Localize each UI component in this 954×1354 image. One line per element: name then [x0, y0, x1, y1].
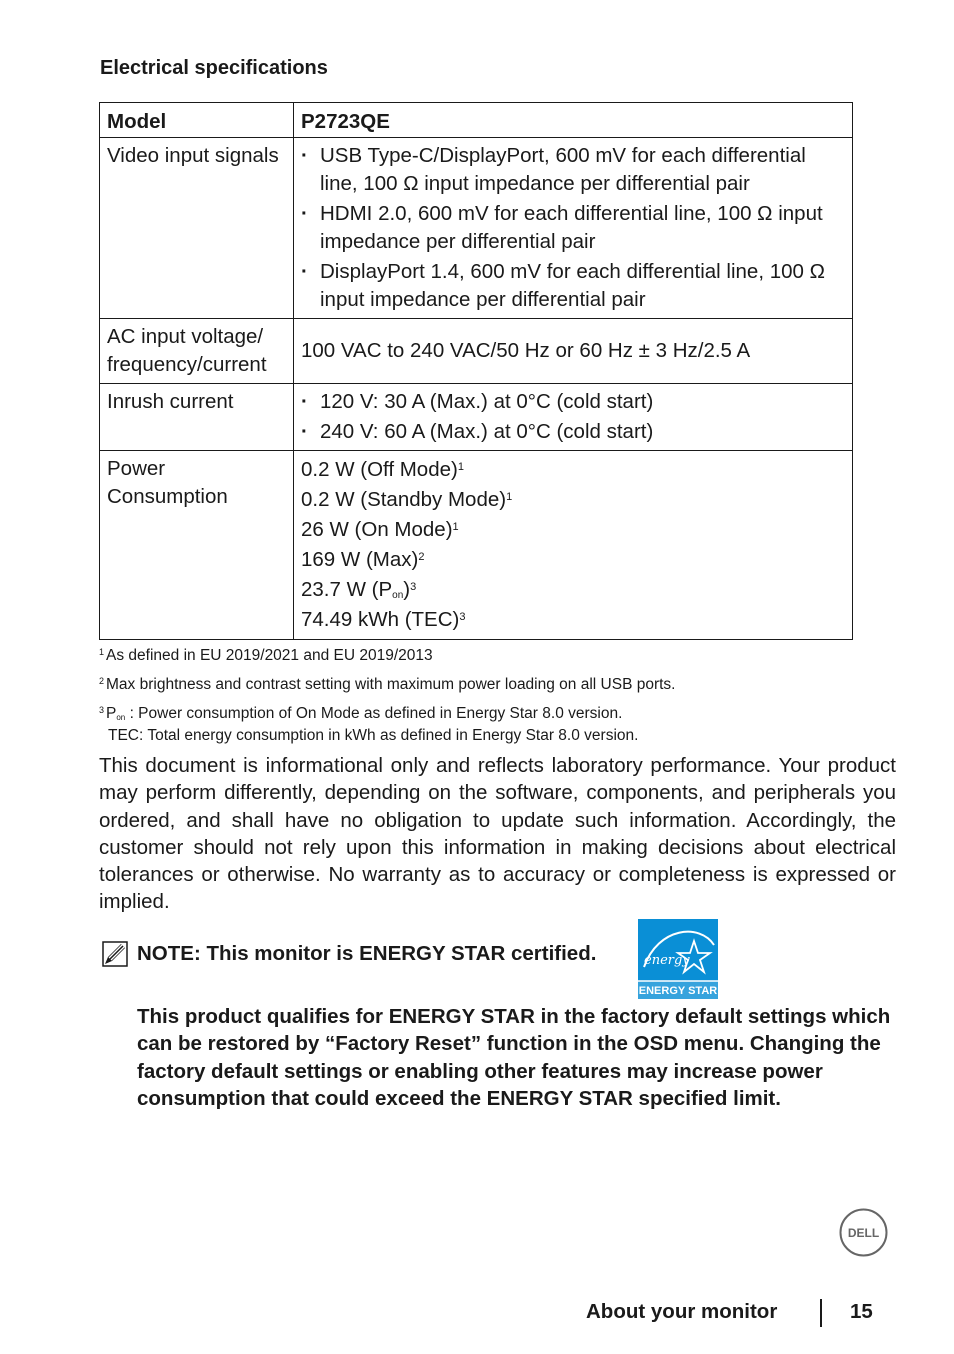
power-line-text: 23.7 W (P [301, 578, 393, 601]
power-line-text: 74.49 kWh (TEC) [301, 608, 460, 631]
footnote-text: P [106, 705, 117, 722]
row-value-ac-input: 100 VAC to 240 VAC/50 Hz or 60 Hz ± 3 Hz/2.5 A [294, 319, 853, 384]
video-input-item: · HDMI 2.0, 600 mV for each differential line, 100 Ω input impedance per differential pair [301, 200, 846, 256]
footnote-text: : Power consumption of On Mode as defined in Energy Star 8.0 version. [125, 705, 623, 722]
power-line-text: 26 W (On Mode) [301, 518, 453, 541]
table-header-row [100, 103, 853, 138]
footnote-mark: 2 [99, 676, 105, 686]
note-lead: NOTE: This monitor is ENERGY STAR certified. [137, 942, 597, 965]
row-label-video-input: Video input signals [100, 138, 294, 319]
power-line [301, 485, 846, 515]
energy-star-label: ENERGY STAR [638, 985, 718, 997]
pencil-note-icon [102, 941, 128, 967]
table-row-ac-input [100, 319, 853, 384]
dell-logo-text: DELL [847, 1226, 880, 1240]
row-label-inrush-current: Inrush current [100, 384, 294, 451]
inrush-item: · 240 V: 60 A (Max.) at 0°C (cold start) [301, 418, 846, 446]
power-line [301, 515, 846, 545]
note-body: This product qualifies for ENERGY STAR in the factory default settings which can be restored by “Factory Reset” function in the OSD menu. Changing the factory default settings or enabling other features may increase power consumption that could exceed the ENERGY STAR specified limit. [137, 1005, 891, 1110]
video-input-item: · DisplayPort 1.4, 600 mV for each differential line, 100 Ω input impedance per differential pair [301, 258, 846, 314]
footnote-mark: 3 [99, 705, 105, 715]
table-row-video-input [100, 138, 853, 319]
power-line [301, 575, 846, 605]
power-subscript: on [392, 590, 404, 601]
row-value-video-input [294, 138, 853, 319]
header-model-value: P2723QE [294, 103, 853, 138]
power-line [301, 455, 846, 485]
row-value-inrush-current [294, 384, 853, 451]
footnote-tec: TEC: Total energy consumption in kWh as defined in Energy Star 8.0 version. [108, 727, 639, 744]
footnote-3 [99, 705, 622, 723]
power-line-text: 0.2 W (Standby Mode) [301, 488, 507, 511]
row-label-power-consumption: Power Consumption [100, 451, 294, 640]
footnote-text: As defined in EU 2019/2021 and EU 2019/2013 [106, 647, 433, 664]
footnote-mark: 1 [99, 647, 105, 657]
footnote-2 [99, 676, 675, 694]
disclaimer-paragraph: This document is informational only and reflects laboratory performance. Your product may perform differently, depending on the software, components, and peripherals you ordered, and shall have no obligation to update such information. Accordingly, the customer should not rely upon this information in making decisions about electrical tolerances or otherwise. No warranty as to accuracy or completeness is expressed or implied. [99, 754, 896, 914]
energy-star-logo [638, 919, 718, 999]
inrush-item: · 120 V: 30 A (Max.) at 0°C (cold start) [301, 388, 846, 416]
footnote-ref: 2 [418, 551, 425, 563]
dell-logo [839, 1208, 888, 1257]
row-label-ac-input: AC input voltage/ frequency/current [100, 319, 294, 384]
video-input-list [301, 142, 846, 314]
section-title: Electrical specifications [100, 57, 328, 79]
footnote-text: Max brightness and contrast setting with maximum power loading on all USB ports. [106, 676, 676, 693]
power-line [301, 545, 846, 575]
footer-divider [820, 1299, 822, 1327]
table-row-inrush-current [100, 384, 853, 451]
footnote-ref: 1 [452, 521, 459, 533]
footnote-ref: 1 [506, 491, 513, 503]
power-line-text: 0.2 W (Off Mode) [301, 458, 458, 481]
row-value-power-consumption [294, 451, 853, 640]
note-heading [102, 941, 596, 967]
inrush-list [301, 388, 846, 446]
footer-page-number: 15 [850, 1300, 873, 1323]
power-line-text: 169 W (Max) [301, 548, 419, 571]
power-line-text: ) [403, 578, 411, 601]
footnote-ref: 3 [459, 611, 466, 623]
footnote-ref: 1 [457, 461, 464, 473]
power-line [301, 605, 846, 635]
table-row-power-consumption [100, 451, 853, 640]
footer-section-title: About your monitor [586, 1300, 778, 1323]
header-model-label: Model [100, 103, 294, 138]
footnote-ref: 3 [410, 581, 417, 593]
energy-star-script: energy [644, 953, 690, 968]
spec-table [99, 102, 853, 640]
footnote-subscript: on [116, 713, 126, 722]
video-input-item: · USB Type-C/DisplayPort, 600 mV for each differential line, 100 Ω input impedance per differential pair [301, 142, 846, 198]
footnote-1 [99, 647, 433, 665]
